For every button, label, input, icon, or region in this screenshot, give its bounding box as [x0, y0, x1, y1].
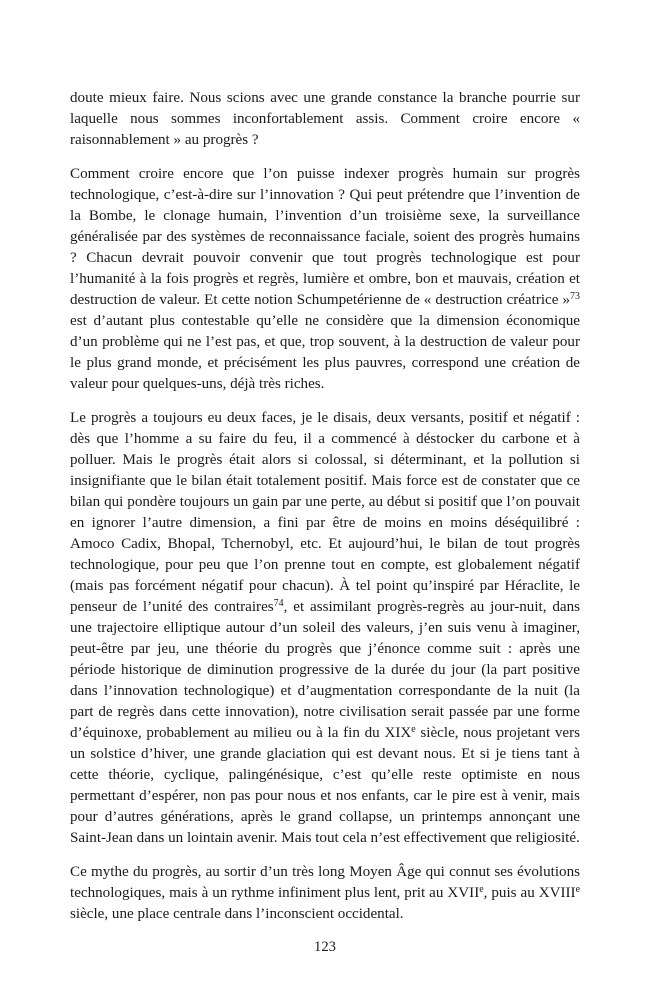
superscript-marker: e	[575, 883, 580, 895]
page-number: 123	[314, 939, 336, 955]
superscript-marker: 73	[570, 290, 580, 302]
paragraph: doute mieux faire. Nous scions avec une grande constance la branche pourrie sur laquelle nous sommes inconfortablement assis. Comment croire encore « raisonnablement » au progrès ?	[70, 90, 580, 148]
body-text-block	[70, 88, 580, 925]
paragraph: Le progrès a toujours eu deux faces, je le disais, deux versants, positif et négatif : dès que l’homme a su faire du feu, il a commencé à déstocker du carbone et à polluer. Mais le progrès était alors si colossal, si déterminant, et la pollution si insignifiante que le bilan était totalement positif. Mais force est de constater que ce bilan qui pondère toujours un gain par une perte, au début si positif que l’on pouvait en ignorer l’autre dimension, a fini par être de moins en moins déséquilibré : Amoco Cadix, Bhopal, Tchernobyl, etc. Et aujourd’hui, le bilan de tout progrès technologique, pour peu que l’on prenne tout en compte, est globalement négatif (mais pas forcément négatif pour chacun). À tel point qu’inspiré par Héraclite, le penseur de l’unité des contraires$^{74}$, et assimilant progrès-regrès au jour-nuit, dans une trajectoire elliptique autour d’un soleil des valeurs, j’en suis venu à imaginer, peut-être par jeu, une théorie du progrès que j’énonce comme suit : après une période historique de diminution progressive de la durée du jour (la part positive dans l’innovation technologique) et d’augmentation correspondante de la nuit (la part de regrès dans cette innovation), notre civilisation serait passée par une forme d’équinoxe, probablement au milieu ou à la fin du XIXe siècle, nous projetant vers un solstice d’hiver, une grande glaciation qui est devant nous. Et si je tiens tant à cette théorie, cyclique, palingénésique, c’est qu’elle reste optimiste en nous permettant d’espérer, non pas pour nous et nos enfants, car le pire est à venir, mais pour d’autres générations, après le grand collapse, un printemps annonçant une Saint-Jean dans un lointain avenir. Mais tout cela n’est effectivement que religiosité.	[70, 410, 581, 846]
superscript-marker: 74	[273, 597, 284, 609]
paragraph: Ce mythe du progrès, au sortir d’un très long Moyen Âge qui connut ses évolutions technologiques, mais à un rythme infiniment plus lent, prit au XVIIe, puis au XVIIIe siècle, une place centrale dans l’inconscient occidental.	[70, 864, 580, 922]
superscript-marker: e	[479, 883, 484, 895]
paragraph: Comment croire encore que l’on puisse indexer progrès humain sur progrès technologique, c’est-à-dire sur l’innovation ? Qui peut prétendre que l’invention de la Bombe, le clonage humain, l’invention d’un troisième sexe, la surveillance généralisée par des systèmes de reconnaissance faciale, soient des progrès humains ? Chacun devrait pouvoir convenir que tout progrès technologique est pour l’humanité à la fois progrès et regrès, lumière et ombre, bon et mauvais, création et destruction de valeur. Et cette notion Schumpetérienne de « destruction créatrice »$^{73}$ est d’autant plus contestable qu’elle ne considère que la dimension économique d’un problème qui ne l’est pas, et que, trop souvent, à la destruction de valeur pour le plus grand monde, et précisément les plus pauvres, correspond une création de valeur pour quelques-uns, déjà très riches.	[70, 166, 580, 392]
superscript-marker: e	[411, 723, 416, 735]
